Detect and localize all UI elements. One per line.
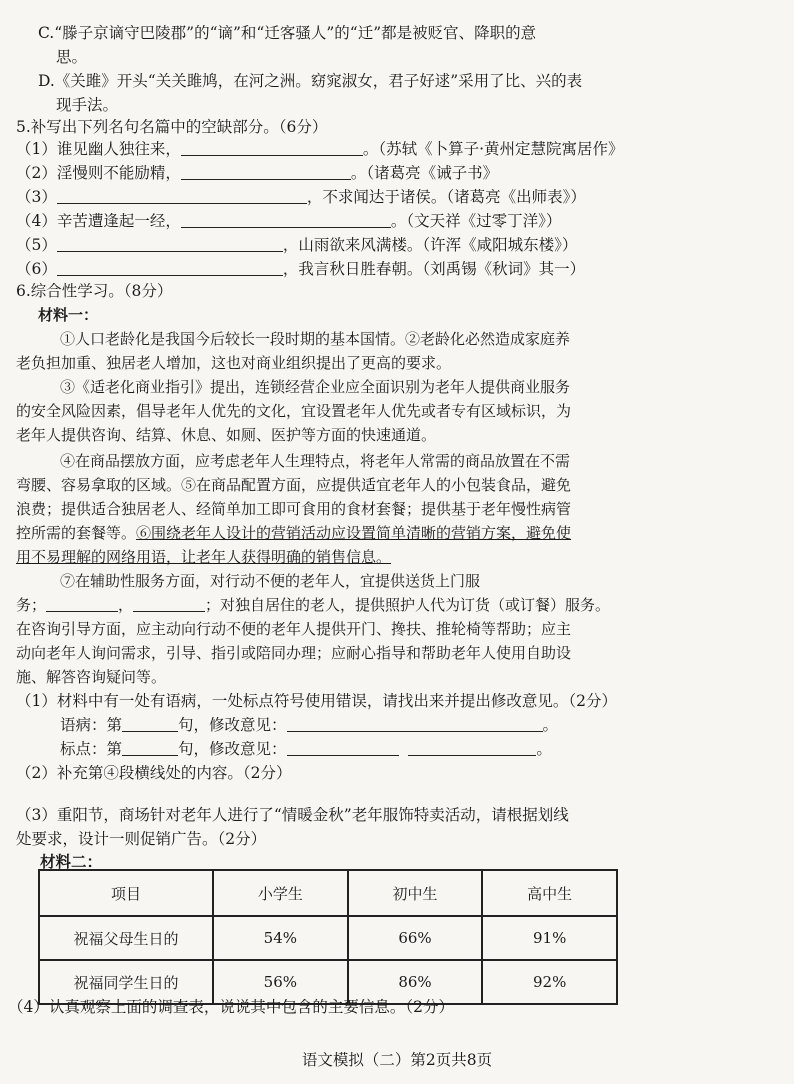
q5-item-1: （1）谁见幽人独往来， 。（苏轼《卜算子·黄州定慧院寓居作》 [16,140,624,158]
underlined-sentence-6-part2: 用不易理解的网络用语，让老年人获得明确的销售信息。 [16,548,392,566]
table-cell: 祝福同学生日的 [39,960,213,1004]
grammar-fix-blank[interactable] [287,715,543,732]
material-1-p2-line3: 老年人提供咨询、结算、休息、如厕、医护等方面的快速通道。 [16,426,437,444]
page-footer: 语文模拟（二）第2页共8页 [301,1051,493,1069]
material-1-p2-line2: 的安全风险因素，倡导老年人优先的文化，宜设置老年人优先或者专有区域标识，为 [16,402,572,420]
punctuation-fix-blank-b[interactable] [408,739,536,756]
material-1-p4-line3: 在咨询引导方面，应主动向行动不便的老年人提供开门、搀扶、推轮椅等帮助；应主 [16,620,572,638]
grammar-sentence-blank[interactable] [122,715,178,732]
material-1-p4-line1: ⑦在辅助性服务方面，对行动不便的老年人，宜提供送货上门服 [60,572,481,590]
q5-blank-1[interactable] [181,139,363,156]
material-1-p4-line2: 务； ， ；对独自居住的老人，提供照护人代为订货（或订餐）服务。 [16,596,611,614]
q5-blank-5[interactable] [57,235,283,252]
table-header-cell: 高中生 [482,870,617,916]
punctuation-fix-blank-a[interactable] [287,739,399,756]
material-1-p1-line2: 老负担加重、独居老人增加，这也对商业组织提出了更高的要求。 [16,354,452,372]
table-row [39,916,617,960]
material-2-title: 材料二： [40,852,103,871]
q5-item-4: （4）辛苦遭逢起一经， 。（文天祥《过零丁洋》） [16,212,562,230]
subquestion-1-grammar-line: 语病：第 句，修改意见： 。 [60,716,559,734]
q5-item-6: （6） ，我言秋日胜春朝。（刘禹锡《秋词》其一） [16,260,586,278]
question-5-title: 5.补写出下列名句名篇中的空缺部分。（6分） [16,118,328,136]
subquestion-3-line2: 处要求，设计一则促销广告。（2分） [16,830,267,848]
table-cell: 祝福父母生日的 [39,916,213,960]
option-c-line2: 思。 [56,48,88,66]
q5-blank-3[interactable] [57,187,307,204]
fill-blank-1[interactable] [46,595,118,612]
table-header-row [39,870,617,916]
table-cell: 66% [348,916,483,960]
table-header-cell: 项目 [39,870,213,916]
q5-blank-4[interactable] [181,211,391,228]
option-d-line1: D.《关雎》开头“关关雎鸠，在河之洲。窈窕淑女，君子好逑”采用了比、兴的表 [38,72,583,90]
q5-item-3: （3） ，不求闻达于诸侯。（诸葛亮《出师表》） [16,188,586,206]
punctuation-sentence-blank[interactable] [122,739,178,756]
subquestion-1-punctuation-line: 标点：第 句，修改意见： 。 [60,740,552,758]
q5-item-2: （2）淫慢则不能励精， 。（诸葛亮《诫子书》 [16,164,499,182]
table-header-cell: 小学生 [213,870,348,916]
table-cell: 54% [213,916,348,960]
material-1-p4-line4: 动向老年人询问需求，引导、指引或陪同办理；应耐心指导和帮助老年人使用自助设 [16,644,572,662]
option-c-line1: C.“滕子京谪守巴陵郡”的“谪”和“迁客骚人”的“迁”都是被贬官、降职的意 [38,24,537,42]
survey-table [38,869,618,1005]
option-d-line2: 现手法。 [56,96,119,114]
underlined-sentence-6-part1: ⑥围绕老年人设计的营销活动应设置简单清晰的营销方案，避免使 [136,524,572,542]
table-cell: 92% [482,960,617,1004]
subquestion-4: （4）认真观察上面的调查表，说说其中包含的主要信息。（2分） [8,998,454,1016]
material-1-title: 材料一： [38,306,99,324]
subquestion-1: （1）材料中有一处有语病，一处标点符号使用错误，请找出来并提出修改意见。（2分） [16,692,617,710]
table-cell: 86% [348,960,483,1004]
table-cell: 91% [482,916,617,960]
q5-blank-6[interactable] [57,259,283,276]
material-1-p3-line2: 弯腰、容易拿取的区域。⑤在商品配置方面，应提供适宜老年人的小包装食品，避免 [16,476,572,494]
q5-item-5: （5） ，山雨欲来风满楼。（许浑《咸阳城东楼》） [16,236,578,254]
material-1-p1-line1: ①人口老龄化是我国今后较长一段时期的基本国情。②老龄化必然造成家庭养 [60,330,571,348]
table-header-cell: 初中生 [348,870,483,916]
subquestion-3-line1: （3）重阳节，商场针对老年人进行了“情暖金秋”老年服饰特卖活动，请根据划线 [16,806,569,824]
subquestion-2: （2）补充第④段横线处的内容。（2分） [16,764,292,782]
material-1-p4-line5: 施、解答咨询疑问等。 [16,668,167,686]
material-1-p2-line1: ③《适老化商业指引》提出，连锁经营企业应全面识别为老年人提供商业服务 [60,378,571,396]
material-1-p3-line3: 浪费；提供适合独居老人、经简单加工即可食用的食材套餐；提供基于老年慢性病管 [16,500,572,518]
question-6-title: 6.综合性学习。（8分） [16,282,173,300]
material-1-p3-line1: ④在商品摆放方面，应考虑老年人生理特点，将老年人常需的商品放置在不需 [60,452,571,470]
fill-blank-2[interactable] [133,595,205,612]
material-1-p3-line4: 控所需的套餐等。⑥围绕老年人设计的营销活动应设置简单清晰的营销方案，避免使 [16,524,572,542]
table-cell: 56% [213,960,348,1004]
q5-blank-2[interactable] [181,163,351,180]
